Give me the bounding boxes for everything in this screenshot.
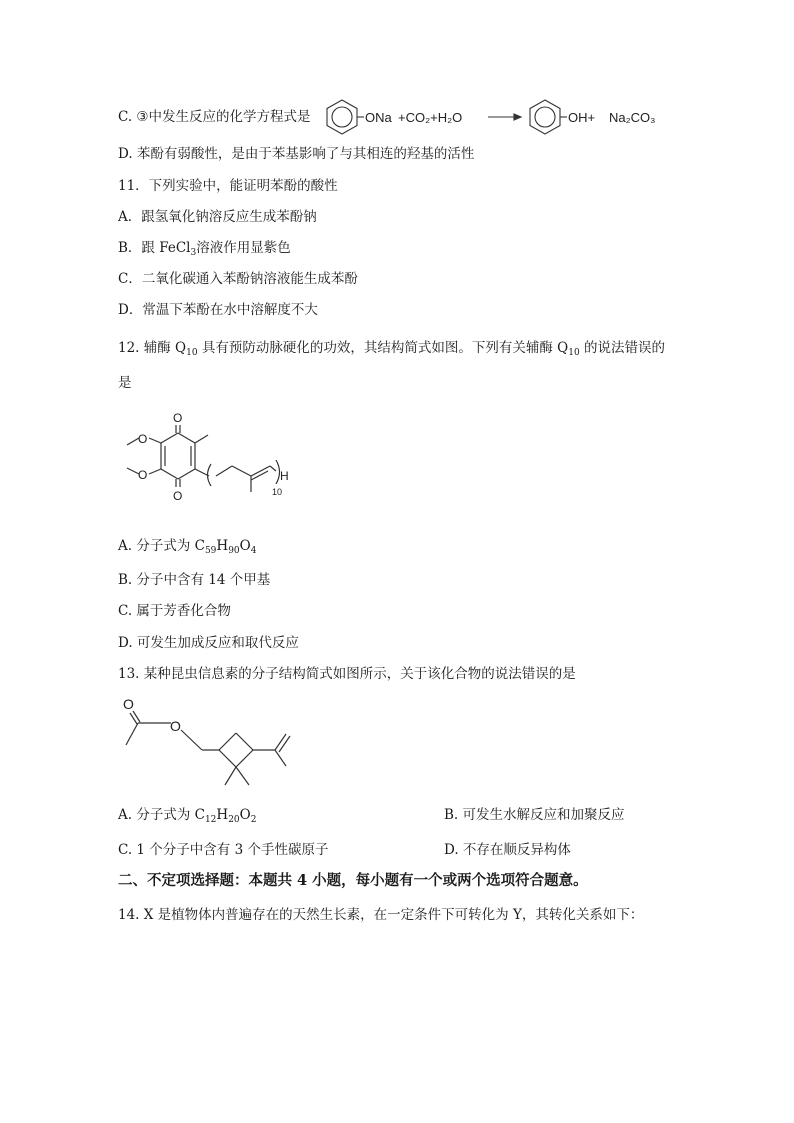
benzene-ring-right	[530, 100, 560, 134]
q10-option-d: D. 苯酚有弱酸性，是由于苯基影响了与其相连的羟基的活性	[118, 146, 475, 162]
q12-option-d: D. 可发生加成反应和取代反应	[118, 635, 299, 651]
q11-option-b: B．跟 FeCl$_3$溶液作用显紫色	[118, 240, 291, 258]
methoxy-o-top: O	[138, 432, 148, 446]
q11-option-c: C．二氧化碳通入苯酚钠溶液能生成苯酚	[118, 271, 358, 287]
q13-option-b: B. 可发生水解反应和加聚反应	[444, 807, 625, 823]
q13-stem: 13. 某种昆虫信息素的分子结构简式如图所示，关于该化合物的说法错误的是	[118, 666, 576, 682]
right-group: OH+	[568, 110, 596, 125]
q13-option-d: D. 不存在顺反异构体	[444, 842, 571, 858]
quinone-o-bottom: O	[173, 489, 183, 503]
quinone-o-top: O	[173, 411, 183, 425]
q13-option-a: A. 分子式为 $C_{12}H_{20}O_2$	[118, 807, 257, 825]
left-group: ONa	[365, 110, 392, 125]
reaction-arrow	[488, 114, 521, 120]
left-reagents: +CO₂+H₂O	[398, 110, 463, 125]
right-product: Na₂CO₃	[609, 110, 656, 125]
q11-stem: 11．下列实验中，能证明苯酚的酸性	[118, 178, 338, 194]
q10-equation	[322, 98, 672, 136]
q12-option-a: A. 分子式为 $C_{59}H_{90}O_4$	[118, 538, 257, 556]
q10-option-c-text: C. ③中发生反应的化学方程式是	[118, 109, 311, 125]
q12-option-c: C. 属于芳香化合物	[118, 603, 231, 619]
q12-stem-line2: 是	[118, 375, 132, 391]
benzene-ring-left	[327, 100, 357, 134]
carbonyl-o: O	[123, 696, 134, 712]
q13-option-c: C. 1 个分子中含有 3 个手性碳原子	[118, 842, 329, 858]
pheromone-structure	[118, 690, 318, 790]
q11-option-d: D．常温下苯酚在水中溶解度不大	[118, 302, 318, 318]
q10-option-c	[118, 108, 311, 126]
coenzyme-q10-structure	[118, 408, 318, 512]
q11-option-a: A．跟氢氧化钠溶反应生成苯酚钠	[118, 209, 317, 225]
q14-stem: 14. X 是植物体内普遍存在的天然生长素，在一定条件下可转化为 Y，其转化关系如下：	[118, 907, 644, 923]
methoxy-o-bottom: O	[138, 468, 148, 482]
chain-terminal-h: H	[280, 469, 289, 483]
repeat-count: 10	[272, 487, 283, 497]
section-2-title: 二、不定项选择题：本题共 4 小题，每小题有一个或两个选项符合题意。	[118, 872, 588, 889]
q12-option-b: B. 分子中含有 14 个甲基	[118, 572, 271, 588]
ester-o: O	[170, 718, 181, 734]
q12-stem: 12. 辅酶 $Q_{10}$ 具有预防动脉硬化的功效，其结构简式如图。下列有关辅酶 $Q_{10}$ 的说法错误的	[118, 340, 665, 358]
